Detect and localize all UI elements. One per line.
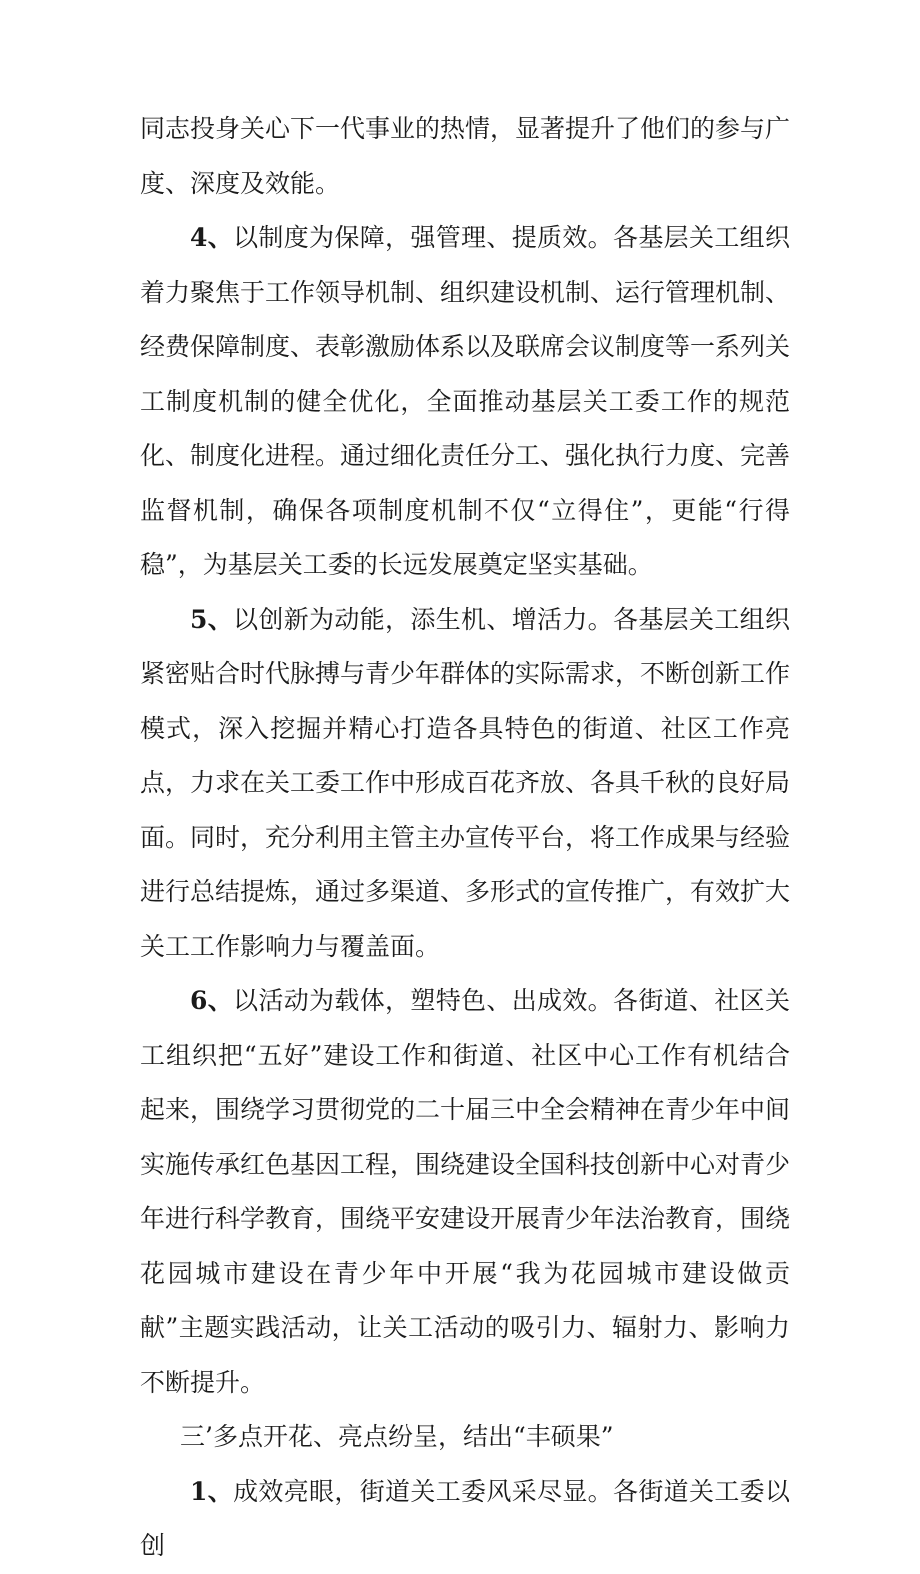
document-page — [140, 102, 790, 1574]
paragraph-item-1 — [140, 1465, 790, 1574]
item-number: 6、 — [190, 986, 234, 1015]
paragraph-text: 以活动为载体，塑特色、出成效。各街道、社区关工组织把“五好”建设工作和街道、社区中心工作有机结合起来，围绕学习贯彻党的二十届三中全会精神在青少年中间实施传承红色基因工程，围绕建设全国科技创新中心对青少年进行科学教育，围绕平安建设开展青少年法治教育，围绕花园城市建设在青少年中开展“我为花园城市建设做贡献”主题实践活动，让关工活动的吸引力、辐射力、影响力不断提升。 — [140, 986, 791, 1397]
paragraph-text: 以制度为保障，强管理、提质效。各基层关工组织着力聚焦于工作领导机制、组织建设机制、运行管理机制、经费保障制度、表彰激励体系以及联席会议制度等一系列关工制度机制的健全优化，全面推动基层关工委工作的规范化、制度化进程。通过细化责任分工、强化执行力度、完善监督机制，确保各项制度机制不仅“立得住”，更能“行得稳”，为基层关工委的长远发展奠定坚实基础。 — [140, 223, 791, 579]
paragraph-item-6 — [140, 974, 790, 1410]
paragraph-continuation — [140, 102, 790, 211]
paragraph-item-5 — [140, 593, 790, 975]
paragraph-text: 成效亮眼，街道关工委风采尽显。各街道关工委以创 — [140, 1476, 790, 1560]
item-number: 5、 — [190, 604, 234, 634]
paragraph-text: 同志投身关心下一代事业的热情，显著提升了他们的参与广度、深度及效能。 — [140, 114, 791, 198]
paragraph-item-4 — [140, 211, 790, 593]
item-number: 1、 — [190, 1476, 234, 1506]
section-heading: 三’多点开花、亮点纷呈，结出“丰硕果” — [180, 1422, 614, 1451]
paragraph-text: 以创新为动能，添生机、增活力。各基层关工组织紧密贴合时代脉搏与青少年群体的实际需求，不断创新工作模式，深入挖掘并精心打造各具特色的街道、社区工作亮点，力求在关工委工作中形成百花齐放、各具千秋的良好局面。同时，充分利用主管主办宣传平台，将工作成果与经验进行总结提炼，通过多渠道、多形式的宣传推广，有效扩大关工工作影响力与覆盖面。 — [140, 604, 791, 961]
item-number: 4、 — [190, 223, 234, 252]
